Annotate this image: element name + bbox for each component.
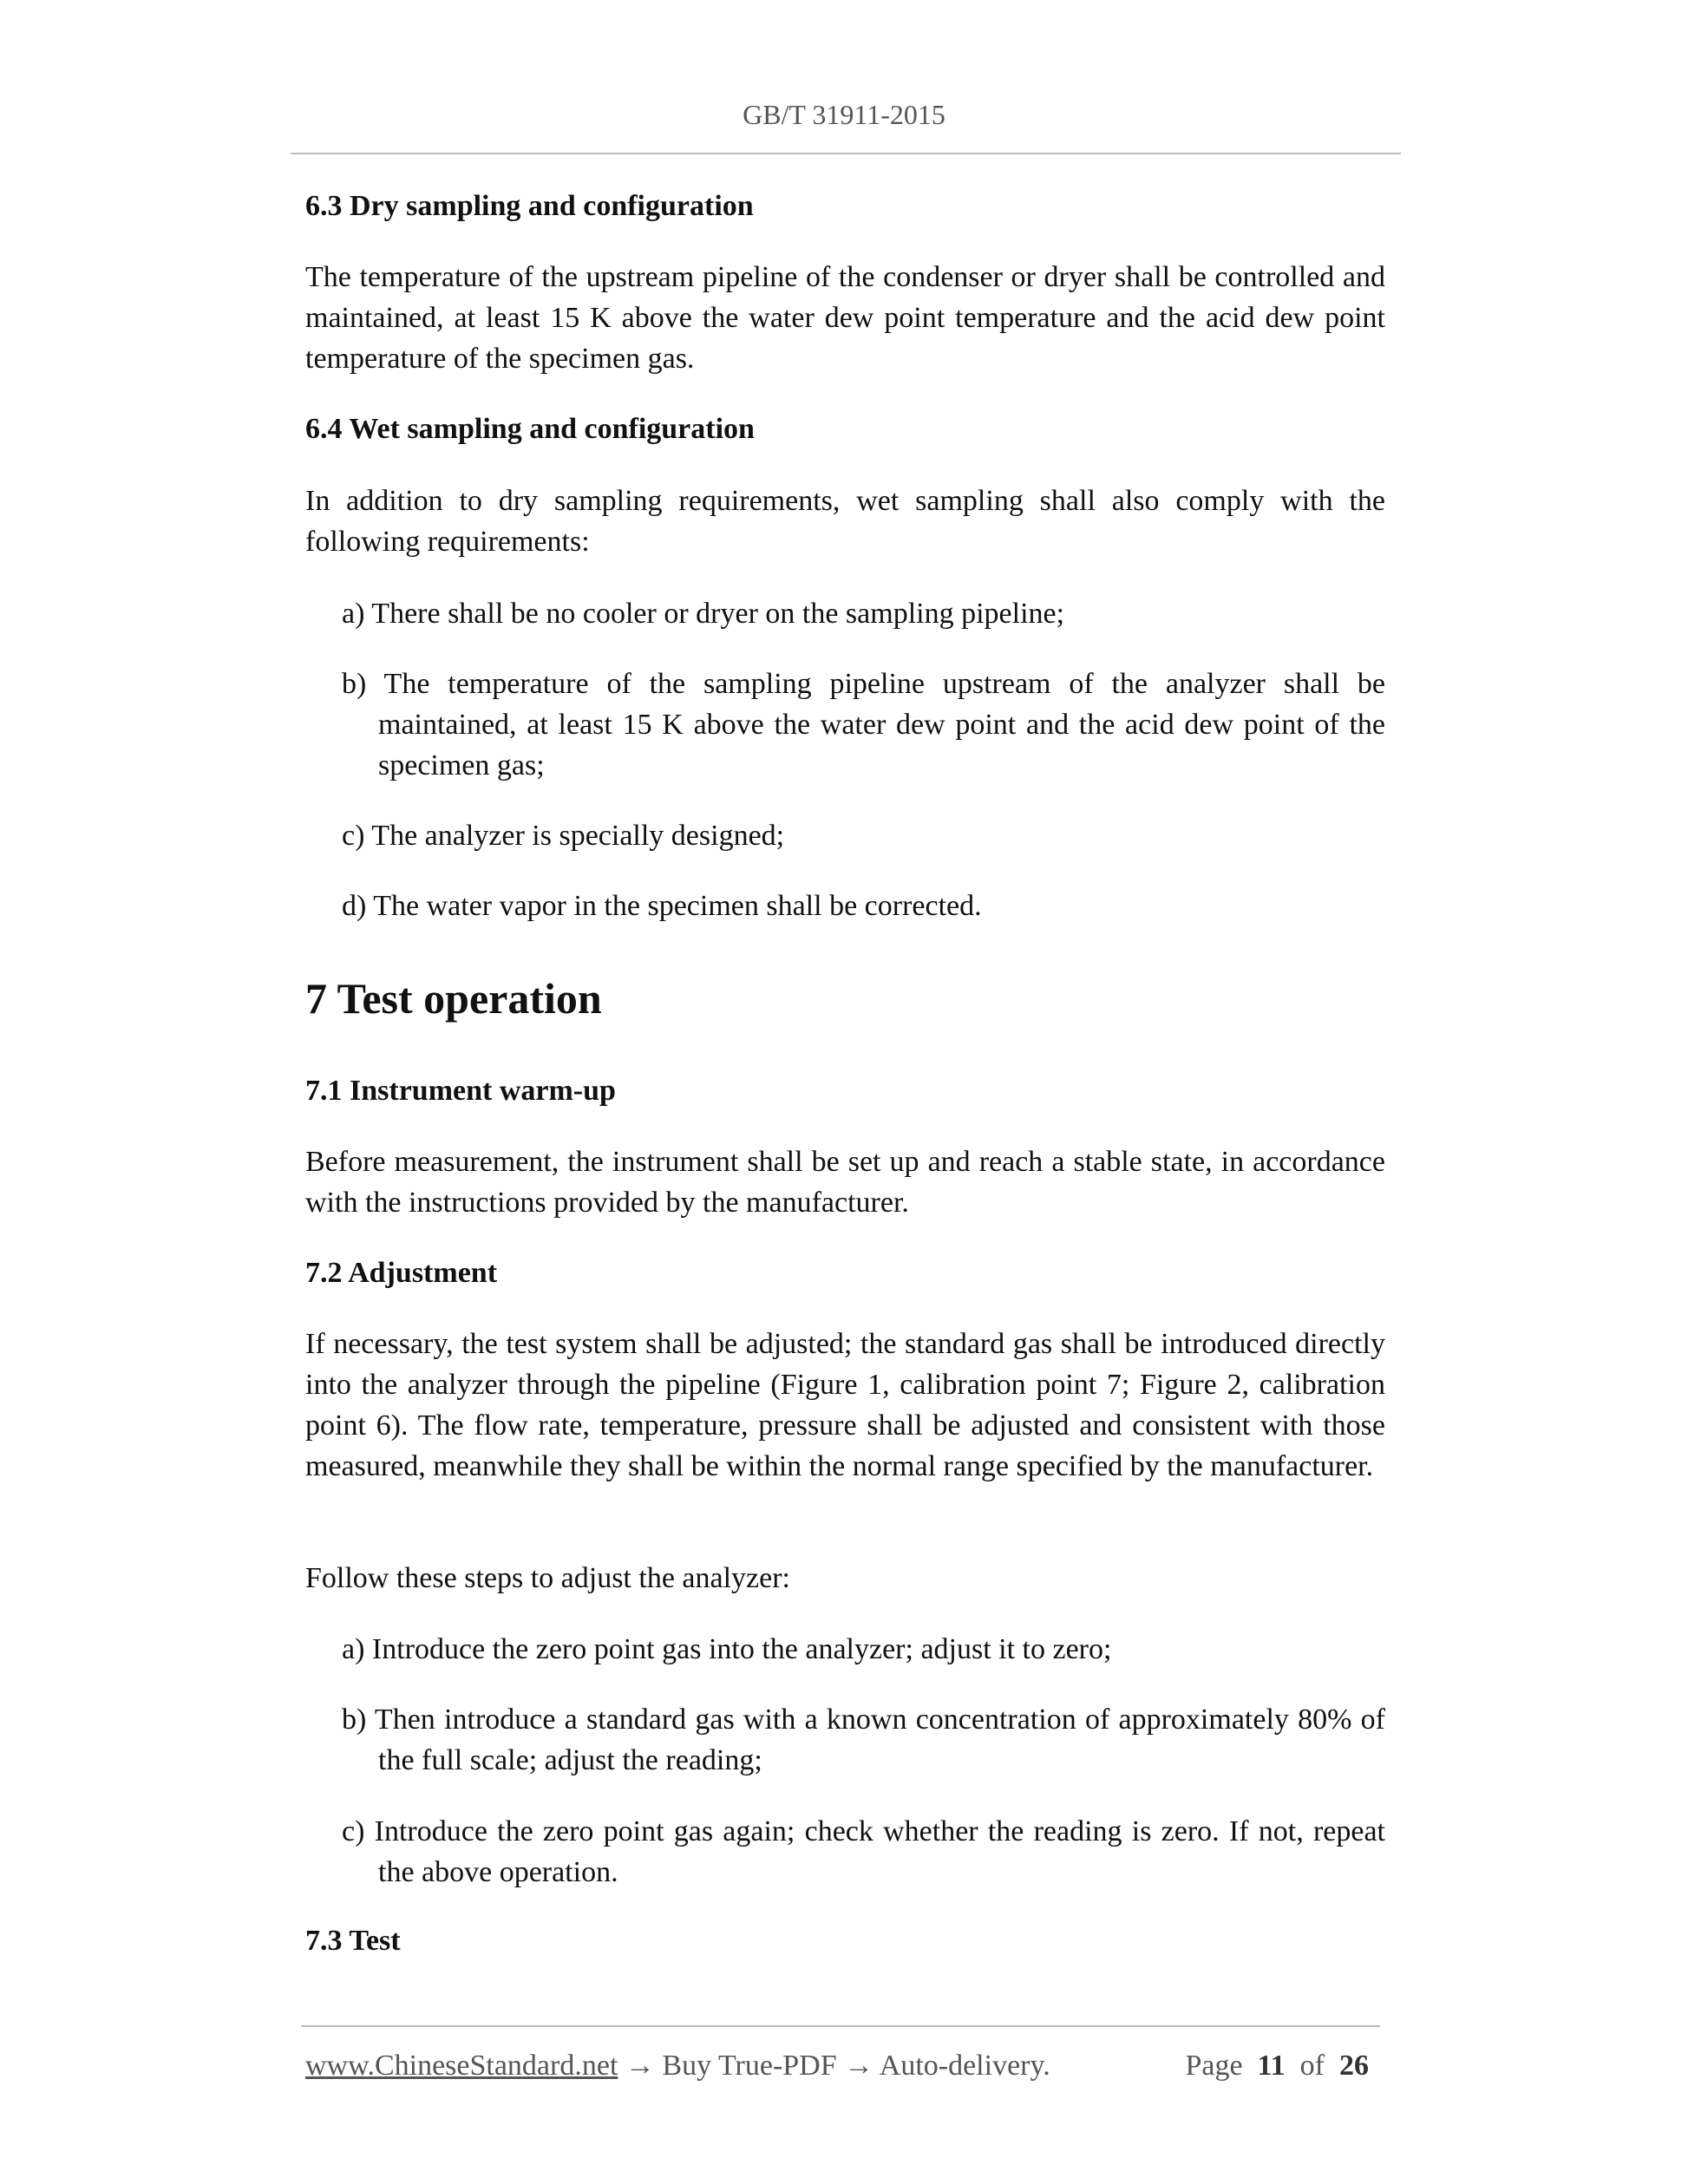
footer-tagline: → Buy True-PDF → Auto-delivery. <box>618 2050 1050 2082</box>
section-7-1-heading: 7.1 Instrument warm-up <box>305 1075 616 1107</box>
section-6-4-intro: In addition to dry sampling requirements, wet sampling shall also comply with the following requirements: <box>305 485 1385 558</box>
section-7-heading: 7 Test operation <box>305 974 602 1023</box>
footer-divider <box>301 2025 1380 2027</box>
footer-left <box>305 2049 1050 2083</box>
list-item: b) Then introduce a standard gas with a known concentration of approximately 80% of the full scale; adjust the reading; <box>342 1703 1385 1776</box>
total-pages: 26 <box>1339 2050 1369 2082</box>
page-number-indicator <box>1185 2049 1369 2083</box>
list-item: c) Introduce the zero point gas again; check whether the reading is zero. If not, repeat the above operation. <box>342 1815 1385 1888</box>
section-6-3-heading: 6.3 Dry sampling and configuration <box>305 190 754 222</box>
document-header-standard-id: GB/T 31911-2015 <box>743 99 945 130</box>
list-item: d) The water vapor in the specimen shall be corrected. <box>342 890 982 922</box>
section-7-2-steps-intro: Follow these steps to adjust the analyzer: <box>305 1562 790 1594</box>
website-link[interactable]: www.ChineseStandard.net <box>305 2050 618 2082</box>
section-7-1-body: Before measurement, the instrument shall be set up and reach a stable state, in accordance with the instructions provided by the manufacturer. <box>305 1146 1385 1219</box>
section-7-3-heading: 7.3 Test <box>305 1925 401 1957</box>
section-7-2-body: If necessary, the test system shall be adjusted; the standard gas shall be introduced directly into the analyzer through the pipeline (Figure 1, calibration point 7; Figure 2, calibration point 6). The flow rate, temperature, pressure shall be adjusted and consistent with those measured, meanwhile they shall be within the normal range specified by the manufacturer. <box>305 1328 1385 1482</box>
list-item: b) The temperature of the sampling pipeline upstream of the analyzer shall be maintained, at least 15 K above the water dew point and the acid dew point of the specimen gas; <box>342 668 1385 781</box>
list-item: c) The analyzer is specially designed; <box>342 820 785 852</box>
current-page-number: 11 <box>1257 2050 1286 2082</box>
section-7-2-heading: 7.2 Adjustment <box>305 1257 498 1289</box>
section-6-3-body: The temperature of the upstream pipeline of the condenser or dryer shall be controlled and maintained, at least 15 K above the water dew point temperature and the acid dew point temperature of the specimen gas. <box>305 261 1385 375</box>
list-item: a) There shall be no cooler or dryer on the sampling pipeline; <box>342 598 1065 630</box>
page-label: Page <box>1185 2050 1243 2082</box>
list-item: a) Introduce the zero point gas into the analyzer; adjust it to zero; <box>342 1633 1112 1665</box>
header-divider <box>291 153 1401 154</box>
of-label: of <box>1299 2050 1325 2082</box>
section-6-4-heading: 6.4 Wet sampling and configuration <box>305 413 755 445</box>
